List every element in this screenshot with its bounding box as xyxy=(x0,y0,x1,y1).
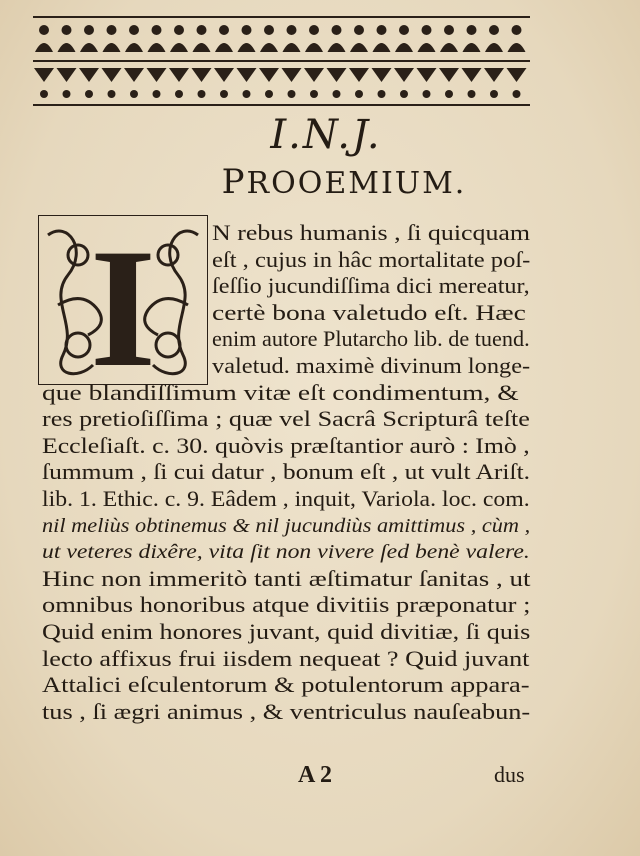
text-line: omnibus honoribus atque divitiis præponatur ; xyxy=(42,592,531,618)
headpiece-ornament xyxy=(33,16,530,108)
text-line: nil meliùs obtinemus & nil jucundiùs amittimus , cùm , xyxy=(42,514,531,537)
text-line: valetud. maximè divinum longe- xyxy=(212,353,531,378)
decorated-initial xyxy=(38,215,208,385)
monogram-heading: I.N.J. xyxy=(270,112,382,158)
text-line: ſeſſio jucundiſſima dici mereatur, xyxy=(212,273,530,299)
text-line: Attalici eſculentorum & potulentorum appara- xyxy=(42,672,530,698)
dropcap-letter: I xyxy=(89,215,157,385)
text-line: Hinc non immeritò tanti æſtimatur ſanitas , ut xyxy=(42,565,531,591)
text-line: Eccleſiaſt. c. 30. quòvis præſtantior aurò : Imò , xyxy=(42,432,530,458)
text-line: certè bona valetudo eſt. Hæc xyxy=(212,299,526,325)
section-title xyxy=(0,162,640,202)
text-line: eſt , cujus in hâc mortalitate poſ- xyxy=(212,246,531,272)
title-initial: P xyxy=(221,162,247,202)
text-line: lib. 1. Ethic. c. 9. Eâdem , inquit, Variola. loc. com. xyxy=(42,486,530,511)
catchword: dus xyxy=(494,762,525,787)
text-line: tus , ſi ægri animus , & ventriculus nauſeabun- xyxy=(42,698,531,724)
text-line: ſummum , ſi cui datur , bonum eſt , ut vult Ariſt. xyxy=(42,459,531,485)
signature-mark: A 2 xyxy=(298,762,333,788)
text-line: ut veteres dixêre, vita ſit non vivere ſed benè valere. xyxy=(42,541,530,564)
text-line: N rebus humanis , ſi quicquam xyxy=(212,220,531,245)
text-line: que blandiſſimum vitæ eſt condimentum, & xyxy=(42,379,519,405)
text-line: enim autore Plutarcho lib. de tuend. xyxy=(212,326,530,352)
text-line: res pretioſiſſima ; quæ vel Sacrâ Scripturâ teſte xyxy=(42,406,530,432)
text-line: lecto affixus frui iisdem nequeat ? Quid juvant xyxy=(42,645,530,671)
title-rest: ROOEMIUM. xyxy=(246,166,467,201)
text-line: Quid enim honores juvant, quid divitiæ, ſi quis xyxy=(42,619,531,644)
